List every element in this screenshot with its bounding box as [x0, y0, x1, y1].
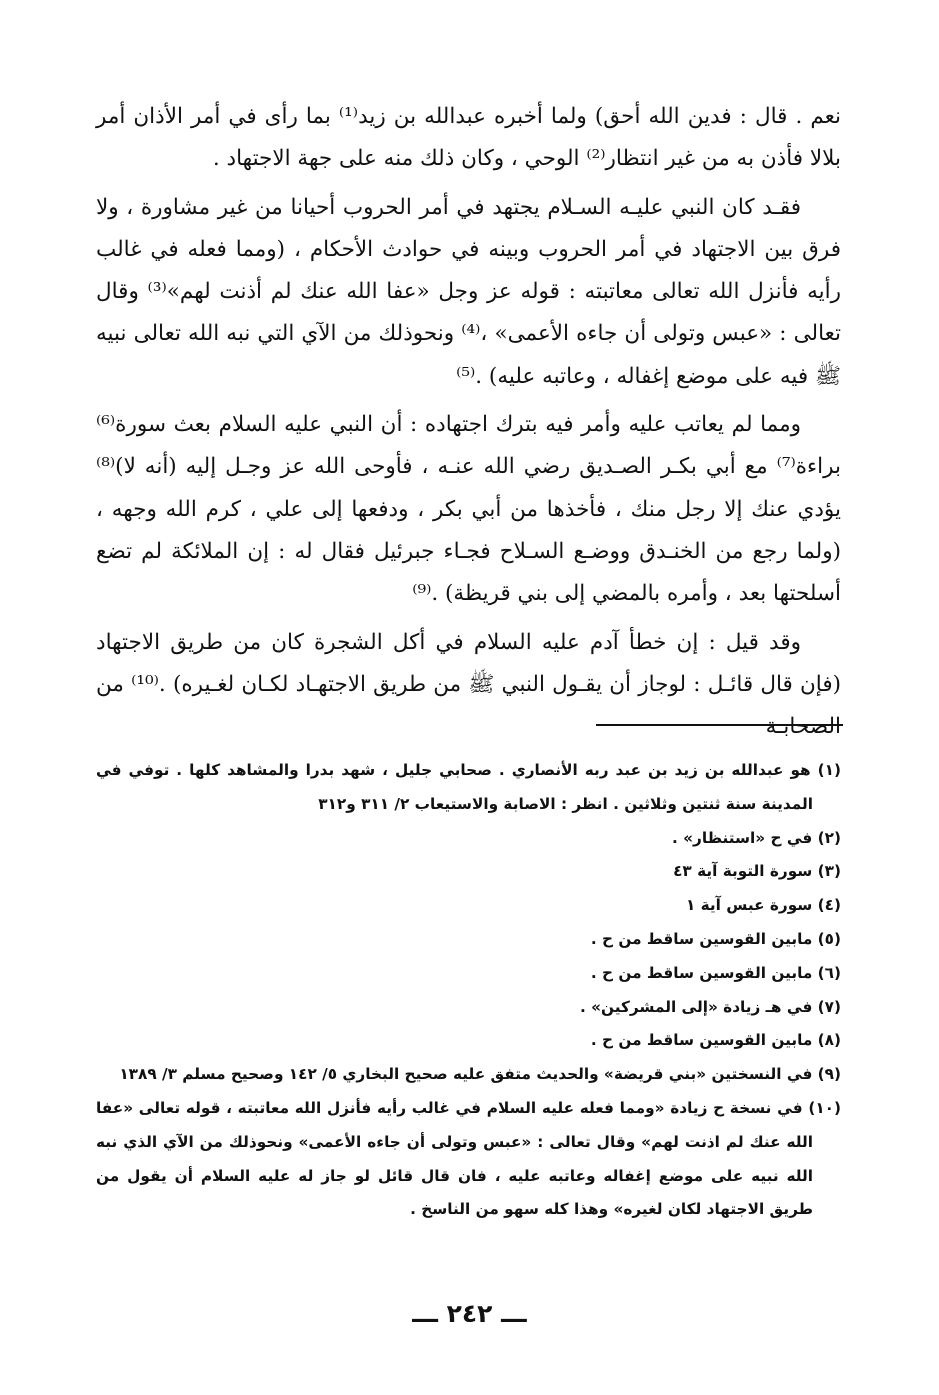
- page-number: ـــ ٢٤٢ ـــ: [412, 1299, 527, 1328]
- footnote-6: (٦) مابين القوسين ساقط من ح .: [590, 963, 841, 982]
- footnote-2: (٢) في ح «استنظار» .: [672, 828, 841, 847]
- main-text: [96, 96, 841, 748]
- paragraph-4: وقد قيل : إن خطأ آدم عليه السلام في أكل الشجرة كان من طريق الاجتهاد (فإن قال قائـل : لوجاز أن يقـول النبي ﷺ من طريق الاجتهـاد لكـان لغـيره) .⁽¹⁰⁾ من الصحابـة: [96, 629, 842, 740]
- footnote-5: (٥) مابين القوسين ساقط من ح .: [590, 929, 841, 948]
- paragraph-2: فقـد كان النبي عليـه السـلام يجتهد في أمر الحروب أحيانا من غير مشاورة ، ولا فرق بين الاجتهاد في أمر الحروب وبينه في حوادث الأحكام ، (ومما فعله في غالب رأيه فأنزل الله تعالى معاتبته : قوله عز وجل «عفا الله عنك لم أذنت لهم»⁽³⁾ وقال تعالى : «عبس وتولى أن جاءه الأعمى» ،⁽⁴⁾ ونحوذلك من الآي التي نبه الله تعالى نبيه ﷺ فيه على موضع إغفاله ، وعاتبه عليه) .⁽⁵⁾: [96, 194, 842, 389]
- paragraph-3: ومما لم يعاتب عليه وأمر فيه بترك اجتهاده : أن النبي عليه السلام بعث سورة⁽⁶⁾ براءة⁽⁷⁾ مع أبي بكـر الصـديق رضي الله عنـه ، فأوحى الله عز وجـل إليه (أنه لا)⁽⁸⁾ يؤدي عنك إلا رجل منك ، فأخذها من أبي بكر ، ودفعها إلى علي ، كرم الله وجهه ، (ولما رجع من الخنـدق ووضـع السـلاح فجـاء جبرئيل فقال له : إن الملائكة لم تضع أسلحتها بعد ، وأمره بالمضي إلى بني قريظة) .⁽⁹⁾: [96, 412, 841, 607]
- footnote-separator: [596, 724, 843, 726]
- footnote-4: (٤) سورة عبس آية ١: [685, 896, 841, 915]
- footnotes: [96, 754, 841, 1227]
- footnote-7: (٧) في هـ زيادة «إلى المشركين» .: [579, 997, 841, 1016]
- paragraph-1: نعم . قال : فدين الله أحق) ولما أخبره عبدالله بن زيد⁽¹⁾ بما رأى في أمر الأذان أمر بلالا فأذن به من غير انتظار⁽²⁾ الوحي ، وكان ذلك منه على جهة الاجتهاد .: [96, 104, 841, 172]
- footnote-3: (٣) سورة التوبة آية ٤٣: [673, 862, 841, 881]
- footnote-9: (٩) في النسختين «بني قريضة» والحديث متفق عليه صحيح البخاري ٥/ ١٤٢ وصحيح مسلم ٣/ ١٣٨٩: [119, 1065, 841, 1084]
- footnote-8: (٨) مابين القوسين ساقط من ح .: [590, 1031, 841, 1050]
- footnote-1: (١) هو عبدالله بن زيد بن عبد ربه الأنصاري . صحابي جليل ، شهد بدرا والمشاهد كلها . توفي في المدينة سنة ثنتين وثلاثين . انظر : الاصابة والاستيعاب ٢/ ٣١١ و٣١٢: [96, 761, 841, 813]
- footnote-10: (١٠) في نسخة ح زيادة «ومما فعله عليه السلام في غالب رأيه فأنزل الله معاتبته ، قوله تعالى «عفا الله عنك لم اذنت لهم» وقال تعالى : «عبس وتولى أن جاءه الأعمى» ونحوذلك من الآي الذي نبه الله نبيه على موضع إغفاله وعاتبه عليه ، فان قال قائل لو جاز له عليه السلام أن يقول من طريق الاجتهاد لكان لغيره» وهذا كله سهو من الناسخ .: [96, 1098, 841, 1219]
